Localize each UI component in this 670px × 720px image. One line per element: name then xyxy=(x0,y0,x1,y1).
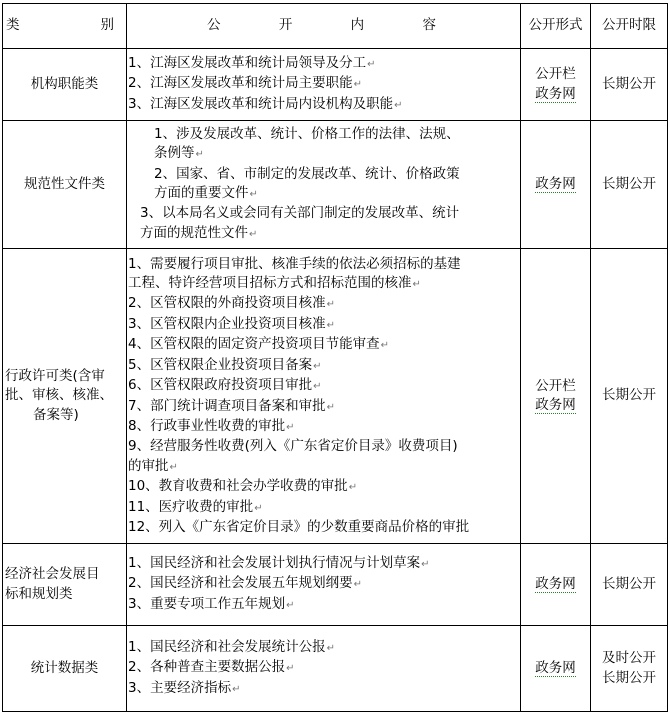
list-item: 12、列入《广东省定价目录》的少数重要商品价格的审批 xyxy=(128,518,470,535)
time-value: 长期公开 xyxy=(602,175,656,192)
list-item: 2、区管权限的外商投资项目核准↵ xyxy=(128,295,335,312)
list-item: 2、国家、省、市制定的发展改革、统计、价格政策 xyxy=(154,165,460,182)
category-label: 统计数据类 xyxy=(30,659,99,676)
header-category xyxy=(3,4,127,49)
table-row xyxy=(3,249,668,544)
list-item: 3、主要经济指标↵ xyxy=(128,679,241,696)
list-item: 条例等↵ xyxy=(154,145,204,162)
header-row xyxy=(3,4,668,49)
list-item: 2、江海区发展改革和统计局主要职能↵ xyxy=(128,75,362,92)
form-cell xyxy=(521,49,591,121)
list-item: 工程、特许经营项目招标方式和招标范围的核准↵ xyxy=(128,275,421,292)
list-item: 1、需要履行项目审批、核准手续的依法必须招标的基建 xyxy=(128,255,461,272)
header-content-char: 内 xyxy=(350,17,365,34)
header-content-char: 开 xyxy=(278,17,293,34)
list-item: 3、以本局名义或会同有关部门制定的发展改革、统计 xyxy=(140,205,460,222)
list-item: 的审批↵ xyxy=(128,457,178,474)
time-value: 长期公开 xyxy=(602,669,656,686)
list-item: 7、部门统计调查项目备案和审批↵ xyxy=(128,397,335,414)
category-cell xyxy=(3,121,127,249)
time-value: 长期公开 xyxy=(602,387,656,404)
time-cell xyxy=(591,626,668,712)
content-cell xyxy=(127,544,521,626)
content-cell xyxy=(127,49,521,121)
list-item: 3、江海区发展改革和统计局内设机构及职能↵ xyxy=(128,95,403,112)
form-cell xyxy=(521,544,591,626)
form-value: 政务网 xyxy=(535,659,576,676)
list-item: 1、国民经济和社会发展统计公报↵ xyxy=(128,638,335,655)
header-form: 公开形式 xyxy=(521,4,591,49)
time-value: 及时公开 xyxy=(602,650,656,667)
header-content-char: 容 xyxy=(422,17,436,34)
form-value: 公开栏 xyxy=(535,66,576,83)
time-value: 长期公开 xyxy=(602,575,656,592)
category-cell xyxy=(3,249,127,544)
category-label: 规范性文件类 xyxy=(24,175,105,192)
list-item: 3、区管权限内企业投资项目核准↵ xyxy=(128,315,335,332)
list-item: 1、涉及发展改革、统计、价格工作的法律、法规、 xyxy=(154,125,460,142)
table-row xyxy=(3,121,668,249)
list-item: 方面的规范性文件↵ xyxy=(140,224,258,241)
content-cell xyxy=(127,626,521,712)
list-item: 5、区管权限企业投资项目备案↵ xyxy=(128,356,322,373)
category-label: 经济社会发展目 xyxy=(5,566,100,583)
list-item: 4、区管权限的固定资产投资项目节能审查↵ xyxy=(128,336,389,353)
table-row xyxy=(3,49,668,121)
category-label: 批、审核、核准、 xyxy=(5,387,113,404)
form-cell xyxy=(521,626,591,712)
time-cell xyxy=(591,49,668,121)
form-value: 政务网 xyxy=(535,85,576,102)
time-cell xyxy=(591,121,668,249)
content-cell xyxy=(127,249,521,544)
form-value: 政务网 xyxy=(535,575,576,592)
header-content xyxy=(127,4,521,49)
list-item: 11、医疗收费的审批↵ xyxy=(128,498,263,515)
list-item: 3、重要专项工作五年规划↵ xyxy=(128,595,295,612)
category-cell xyxy=(3,49,127,121)
category-label: 标和规划类 xyxy=(5,585,73,602)
form-value: 公开栏 xyxy=(535,377,576,394)
list-item: 方面的重要文件↵ xyxy=(154,185,258,201)
list-item: 10、教育收费和社会办学收费的审批↵ xyxy=(128,478,358,495)
header-category-char: 别 xyxy=(100,17,114,34)
list-item: 8、行政事业性收费的审批↵ xyxy=(128,417,295,434)
category-cell xyxy=(3,626,127,712)
header-time: 公开时限 xyxy=(591,4,668,49)
list-item: 1、江海区发展改革和统计局领导及分工↵ xyxy=(128,54,376,71)
category-label: 备案等) xyxy=(33,406,79,423)
category-label: 行政许可类(含审 xyxy=(5,367,105,384)
list-item: 1、国民经济和社会发展计划执行情况与计划草案↵ xyxy=(128,554,430,571)
form-cell xyxy=(521,249,591,544)
form-cell xyxy=(521,121,591,249)
form-value: 政务网 xyxy=(535,175,576,192)
list-item: 9、经营服务性收费(列入《广东省定价目录》收费项目) xyxy=(128,438,458,455)
table-row xyxy=(3,626,668,712)
content-cell xyxy=(127,121,521,249)
disclosure-table xyxy=(2,3,668,712)
category-label: 机构职能类 xyxy=(30,75,99,92)
list-item: 2、国民经济和社会发展五年规划纲要↵ xyxy=(128,575,362,592)
list-item: 6、区管权限政府投资项目审批↵ xyxy=(128,377,322,394)
time-cell xyxy=(591,249,668,544)
time-cell xyxy=(591,544,668,626)
category-cell xyxy=(3,544,127,626)
table-row xyxy=(3,544,668,626)
form-value: 政务网 xyxy=(535,397,576,413)
time-value: 长期公开 xyxy=(602,75,656,92)
list-item: 2、各种普查主要数据公报↵ xyxy=(128,659,295,676)
header-content-char: 公 xyxy=(207,17,221,34)
header-category-char: 类 xyxy=(6,17,20,34)
